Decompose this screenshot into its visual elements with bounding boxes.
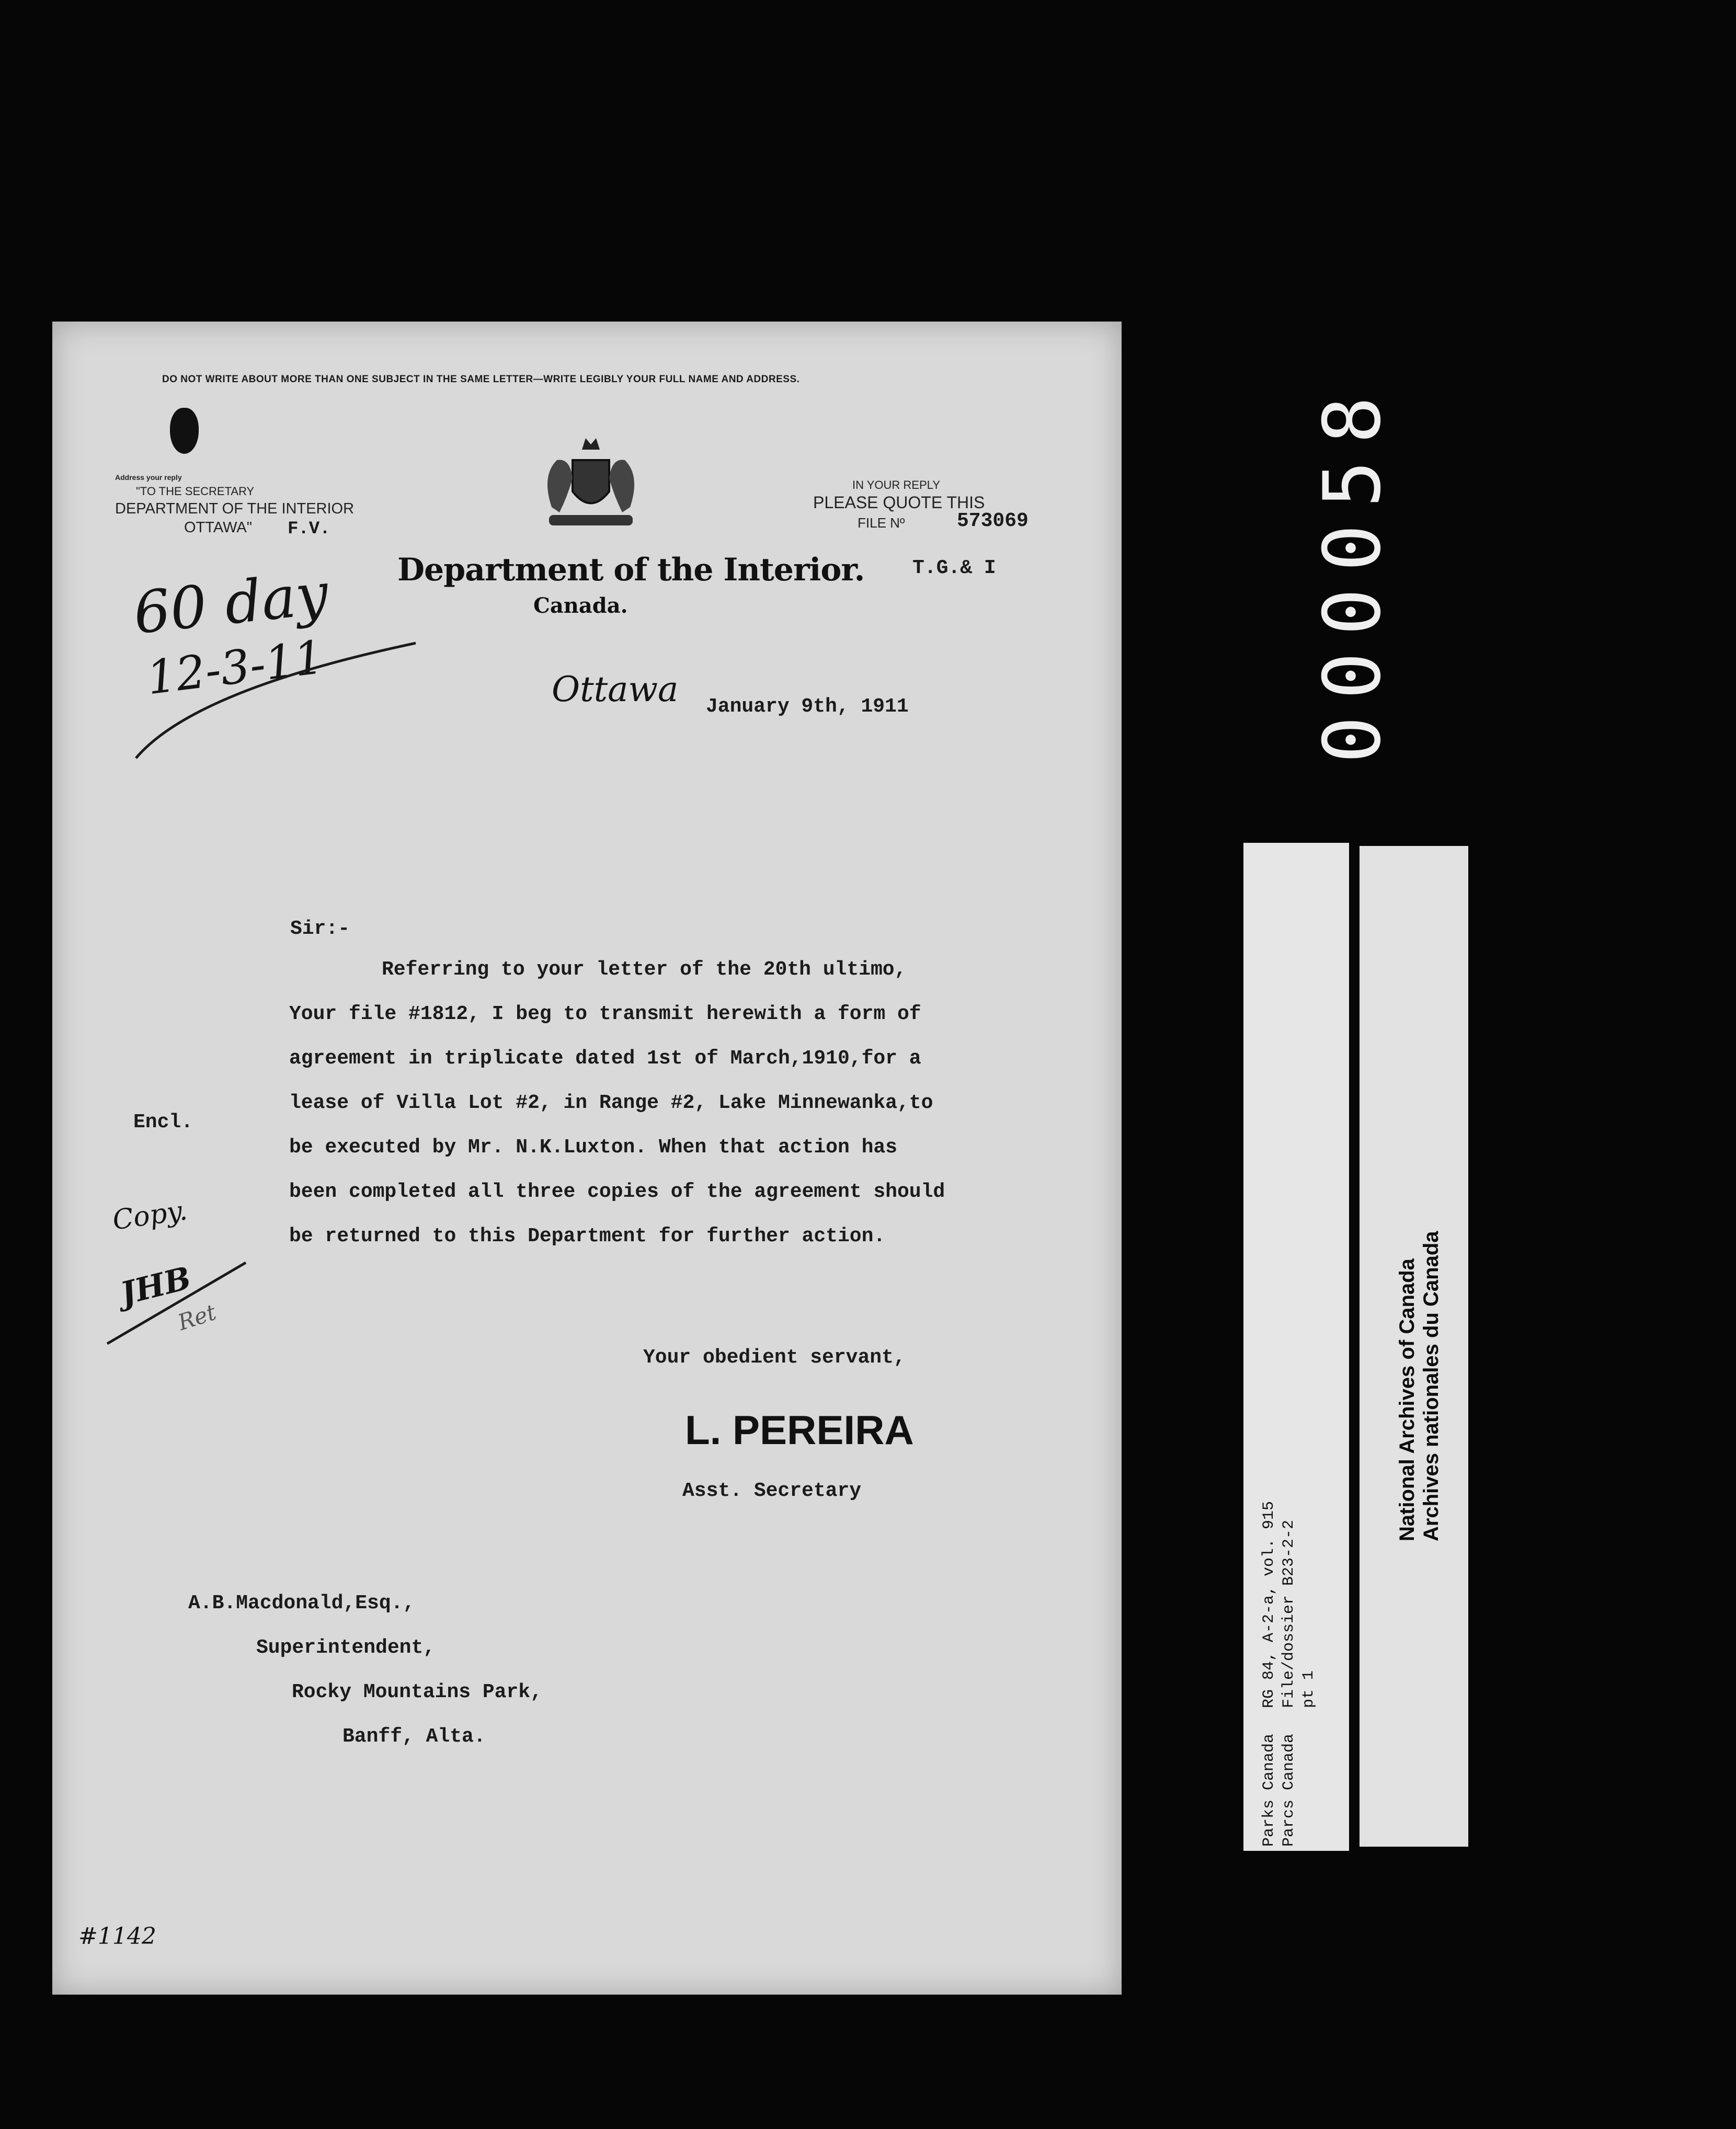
closing: Your obedient servant, [643,1346,906,1369]
body-line-2: Your file #1812, I beg to transmit herewith a form of [289,1003,921,1025]
recipient-location: Banff, Alta. [342,1725,486,1748]
frame-number: 000058 [1307,380,1398,763]
recipient-park: Rocky Mountains Park, [292,1681,542,1703]
recipient-name: A.B.Macdonald,Esq., [188,1592,415,1615]
country-name: Canada. [533,593,628,618]
letterhead-instruction: DO NOT WRITE ABOUT MORE THAN ONE SUBJECT IN THE SAME LETTER—WRITE LEGIBLY YOUR FULL NAME AND ADDRESS. [162,374,800,385]
quote-line-2: PLEASE QUOTE THIS [813,493,985,512]
body-line-7: be returned to this Department for further action. [289,1225,886,1247]
ink-blot [170,408,199,454]
catalog-number: #1142 [78,1923,156,1950]
body-line-1: Referring to your letter of the 20th ultimo, [382,958,907,981]
body-line-5: be executed by Mr. N.K.Luxton. When that action has [289,1136,897,1159]
signature-stamp: L. PEREIRA [685,1407,914,1453]
file-number: 573069 [957,510,1029,532]
handwritten-ret: Ret [175,1299,220,1336]
archive-reference [1259,1501,1319,1708]
archives-name-en: National Archives of Canada [1396,1258,1419,1541]
archives-name-fr: Archives nationales du Canada [1420,1231,1443,1541]
quote-line-3: FILE Nº [858,515,905,531]
archive-reference-strip [1243,843,1349,1851]
date-text: January 9th, 1911 [706,695,909,718]
handwritten-stroke [131,627,424,763]
archives-label-strip [1360,846,1468,1847]
archives-name [1395,1231,1443,1541]
initials-stroke [105,1252,251,1346]
address-reply-line-2: "TO THE SECRETARY [136,485,255,498]
body-line-4: lease of Villa Lot #2, in Range #2, Lake Minnewanka,to [289,1092,933,1114]
coat-of-arms-icon [520,429,661,533]
body-line-6: been completed all three copies of the agreement should [289,1181,945,1203]
handwritten-copy: Copy. [110,1195,189,1237]
file-code: T.G.& I [912,557,996,579]
salutation: Sir:- [290,918,350,940]
agency-name-fr: Parcs Canada [1280,1733,1298,1847]
address-reply-line-1: Address your reply [115,473,182,482]
signatory-title: Asst. Secretary [682,1480,862,1502]
handwritten-note-days: 60 day [130,559,332,647]
enclosure-note: Encl. [133,1111,193,1134]
quote-line-1: IN YOUR REPLY [852,478,940,491]
letter-page [52,322,1122,1995]
handwritten-note-date: 12-3-11 [143,629,327,705]
date-place: Ottawa [552,669,679,709]
recipient-title: Superintendent, [256,1636,436,1659]
handwritten-initials: JHB [117,1260,195,1313]
address-reply-line-3: DEPARTMENT OF THE INTERIOR [115,500,355,517]
department-title: Department of the Interior. [397,552,865,588]
archive-ref-2: File/dossier B23-2-2 [1280,1519,1298,1708]
archive-ref-3: pt 1 [1300,1670,1318,1708]
address-initials: F.V. [288,519,330,539]
agency-name [1259,1734,1299,1847]
address-reply-line-4: OTTAWA" [184,519,253,536]
archive-ref-1: RG 84, A-2-a, vol. 915 [1260,1501,1278,1708]
agency-name-en: Parks Canada [1260,1733,1278,1847]
body-line-3: agreement in triplicate dated 1st of March,1910,for a [289,1047,921,1070]
